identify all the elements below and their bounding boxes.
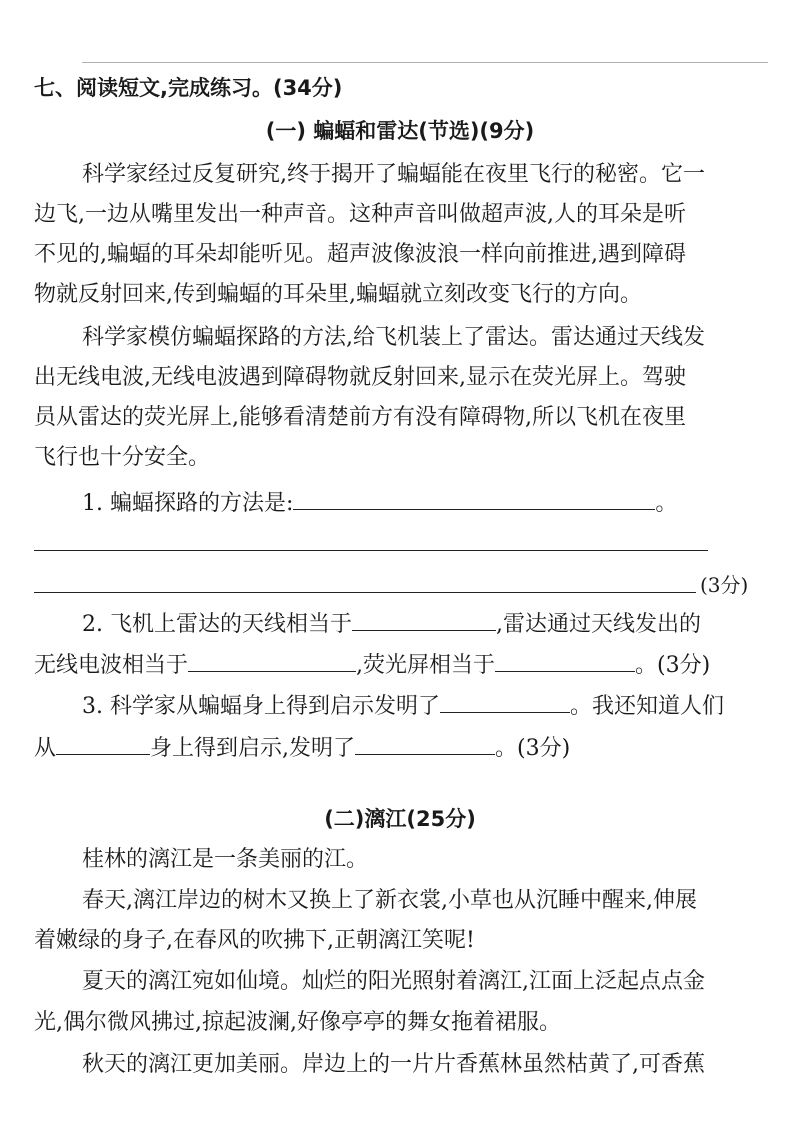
passage2-line: 秋天的漓江更加美丽。岸边上的一片片香蕉林虽然枯黄了,可香蕉 bbox=[82, 1052, 705, 1077]
passage1-line: 科学家模仿蝙蝠探路的方法,给飞机装上了雷达。雷达通过天线发 bbox=[82, 325, 705, 350]
answer-blank[interactable] bbox=[188, 649, 356, 672]
answer-blank[interactable] bbox=[495, 649, 635, 672]
passage1-line: 边飞,一边从嘴里发出一种声音。这种声音叫做超声波,人的耳朵是听 bbox=[34, 202, 686, 227]
passage1-line: 飞行也十分安全。 bbox=[34, 445, 211, 470]
passage1-line: 物就反射回来,传到蝙蝠的耳朵里,蝙蝠就立刻改变飞行的方向。 bbox=[34, 282, 642, 307]
answer-blank[interactable] bbox=[355, 732, 495, 755]
passage2-line: 着嫩绿的身子,在春风的吹拂下,正朝漓江笑呢! bbox=[34, 928, 475, 953]
passage1-line: 出无线电波,无线电波遇到障碍物就反射回来,显示在荧光屏上。驾驶 bbox=[34, 365, 686, 390]
passage2-line: 桂林的漓江是一条美丽的江。 bbox=[82, 847, 369, 872]
question-2-score: 。(3分) bbox=[635, 653, 711, 678]
passage2-line: 光,偶尔微风拂过,掠起波澜,好像亭亭的舞女拖着裙服。 bbox=[34, 1010, 561, 1035]
question-2-text: 2. 飞机上雷达的天线相当于 bbox=[82, 612, 352, 637]
answer-blank[interactable] bbox=[352, 608, 496, 631]
passage1-line: 科学家经过反复研究,终于揭开了蝙蝠能在夜里飞行的秘密。它一 bbox=[82, 162, 705, 187]
question-3-text: 。我还知道人们 bbox=[570, 694, 725, 719]
answer-blank[interactable] bbox=[293, 487, 655, 510]
question-3-text: 3. 科学家从蝙蝠身上得到启示发明了 bbox=[82, 694, 440, 719]
question-3-line1 bbox=[82, 690, 724, 722]
question-3-text: 从 bbox=[34, 736, 57, 761]
question-2-text: 无线电波相当于 bbox=[34, 653, 189, 678]
passage2-title: (二)漓江(25分) bbox=[324, 807, 476, 831]
passage1-line: 不见的,蝙蝠的耳朵却能听见。超声波像波浪一样向前推进,遇到障碍 bbox=[34, 242, 686, 267]
passage2-line: 春天,漓江岸边的树木又换上了新衣裳,小草也从沉睡中醒来,伸展 bbox=[82, 888, 697, 913]
question-2-line2 bbox=[34, 649, 710, 681]
question-1-text: 1. 蝙蝠探路的方法是: bbox=[82, 491, 294, 516]
passage2-line: 夏天的漓江宛如仙境。灿烂的阳光照射着漓江,江面上泛起点点金 bbox=[82, 969, 705, 994]
section-title: 七、阅读短文,完成练习。(34分) bbox=[34, 76, 343, 100]
question-3-line2 bbox=[34, 732, 570, 764]
passage1-title: (一) 蝙蝠和雷达(节选)(9分) bbox=[265, 119, 535, 143]
question-3-text: 身上得到启示,发明了 bbox=[150, 736, 356, 761]
question-2-text: ,雷达通过天线发出的 bbox=[495, 612, 701, 637]
question-3-score: 。(3分) bbox=[495, 736, 571, 761]
question-2-text: ,荧光屏相当于 bbox=[356, 653, 496, 678]
answer-line[interactable] bbox=[34, 592, 696, 593]
answer-blank[interactable] bbox=[56, 732, 150, 755]
question-1-score: (3分) bbox=[700, 573, 749, 597]
passage1-line: 员从雷达的荧光屏上,能够看清楚前方有没有障碍物,所以飞机在夜里 bbox=[34, 405, 686, 430]
top-divider bbox=[82, 62, 768, 63]
answer-blank[interactable] bbox=[440, 690, 570, 713]
answer-line[interactable] bbox=[34, 550, 708, 551]
question-2-line1 bbox=[82, 608, 701, 640]
question-1 bbox=[82, 487, 677, 519]
question-1-end: 。 bbox=[655, 491, 678, 516]
